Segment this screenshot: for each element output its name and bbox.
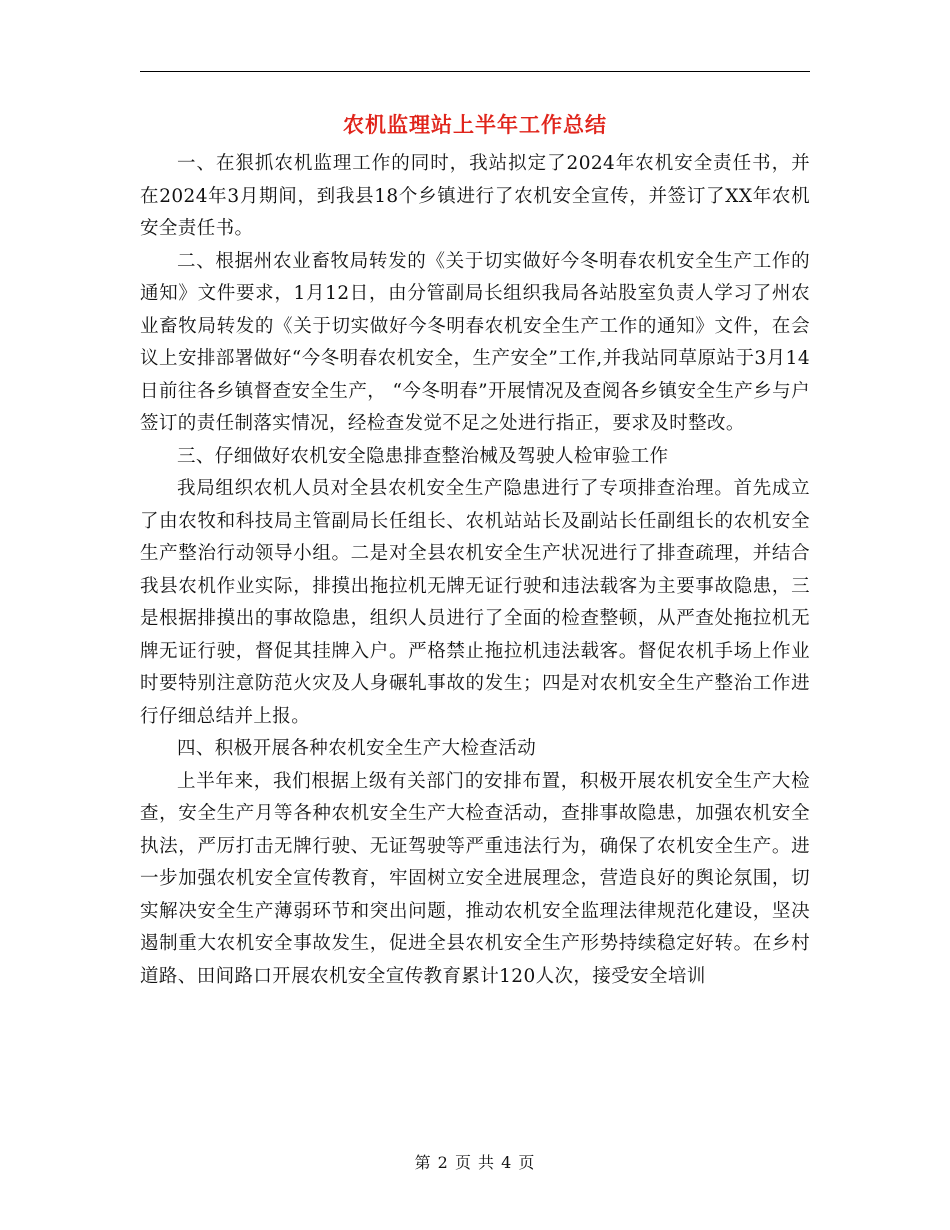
paragraph-3: 我局组织农机人员对全县农机安全生产隐患进行了专项排查治理。首先成立了由农牧和科技局主管副局长任组长、农机站站长及副站长任副组长的农机安全生产整治行动领导小组。二是对全县农机安全生产状况进行了排查疏理，并结合我县农机作业实际，排摸出拖拉机无牌无证行驶和违法载客为主要事故隐患，三是根据排摸出的事故隐患，组织人员进行了全面的检查整顿，从严查处拖拉机无牌无证行驶，督促其挂牌入户。严格禁止拖拉机违法载客。督促农机手场上作业时要特别注意防范火灾及人身碾轧事故的发生；四是对农机安全生产整治工作进行仔细总结并上报。 [140, 478, 810, 727]
header-rule [140, 71, 810, 72]
section-heading-4: 四、积极开展各种农机安全生产大检查活动 [177, 738, 537, 759]
page-footer [140, 1150, 810, 1176]
document-title: 农机监理站上半年工作总结 [343, 112, 607, 137]
section-heading-3: 三、仔细做好农机安全隐患排查整治械及驾驶人检审验工作 [177, 445, 669, 467]
paragraph-2: 二、根据州农业畜牧局转发的《关于切实做好今冬明春农机安全生产工作的通知》文件要求，1月12日，由分管副局长组织我局各站股室负责人学习了州农业畜牧局转发的《关于切实做好今冬明春农机安全生产工作的通知》文件，在会议上安排部署做好“今冬明春农机安全，生产安全”工作,并我站同草原站于3月14日前往各乡镇督查安全生产， “今冬明春”开展情况及查阅各乡镇安全生产乡与户签订的责任制落实情况，经检查发觉不足之处进行指正，要求及时整改。 [140, 250, 810, 434]
paragraph-4: 上半年来，我们根据上级有关部门的安排布置，积极开展农机安全生产大检查，安全生产月等各种农机安全生产大检查活动，查排事故隐患，加强农机安全执法，严厉打击无牌行驶、无证驾驶等严重违法行为，确保了农机安全生产。进一步加强农机安全宣传教育，牢固树立安全进展理念，营造良好的舆论氛围，切实解决安全生产薄弱环节和突出问题，推动农机安全监理法律规范化建设，坚决遏制重大农机安全事故发生，促进全县农机安全生产形势持续稳定好转。在乡村道路、田间路口开展农机安全宣传教育累计120人次，接受安全培训 [140, 770, 810, 987]
page-number: 第 2 页 共 4 页 [414, 1153, 536, 1172]
paragraph-1: 一、在狠抓农机监理工作的同时，我站拟定了2024年农机安全责任书，并在2024年3月期间，到我县18个乡镇进行了农机安全宣传，并签订了XX年农机安全责任书。 [140, 153, 810, 239]
document-body [140, 148, 810, 993]
